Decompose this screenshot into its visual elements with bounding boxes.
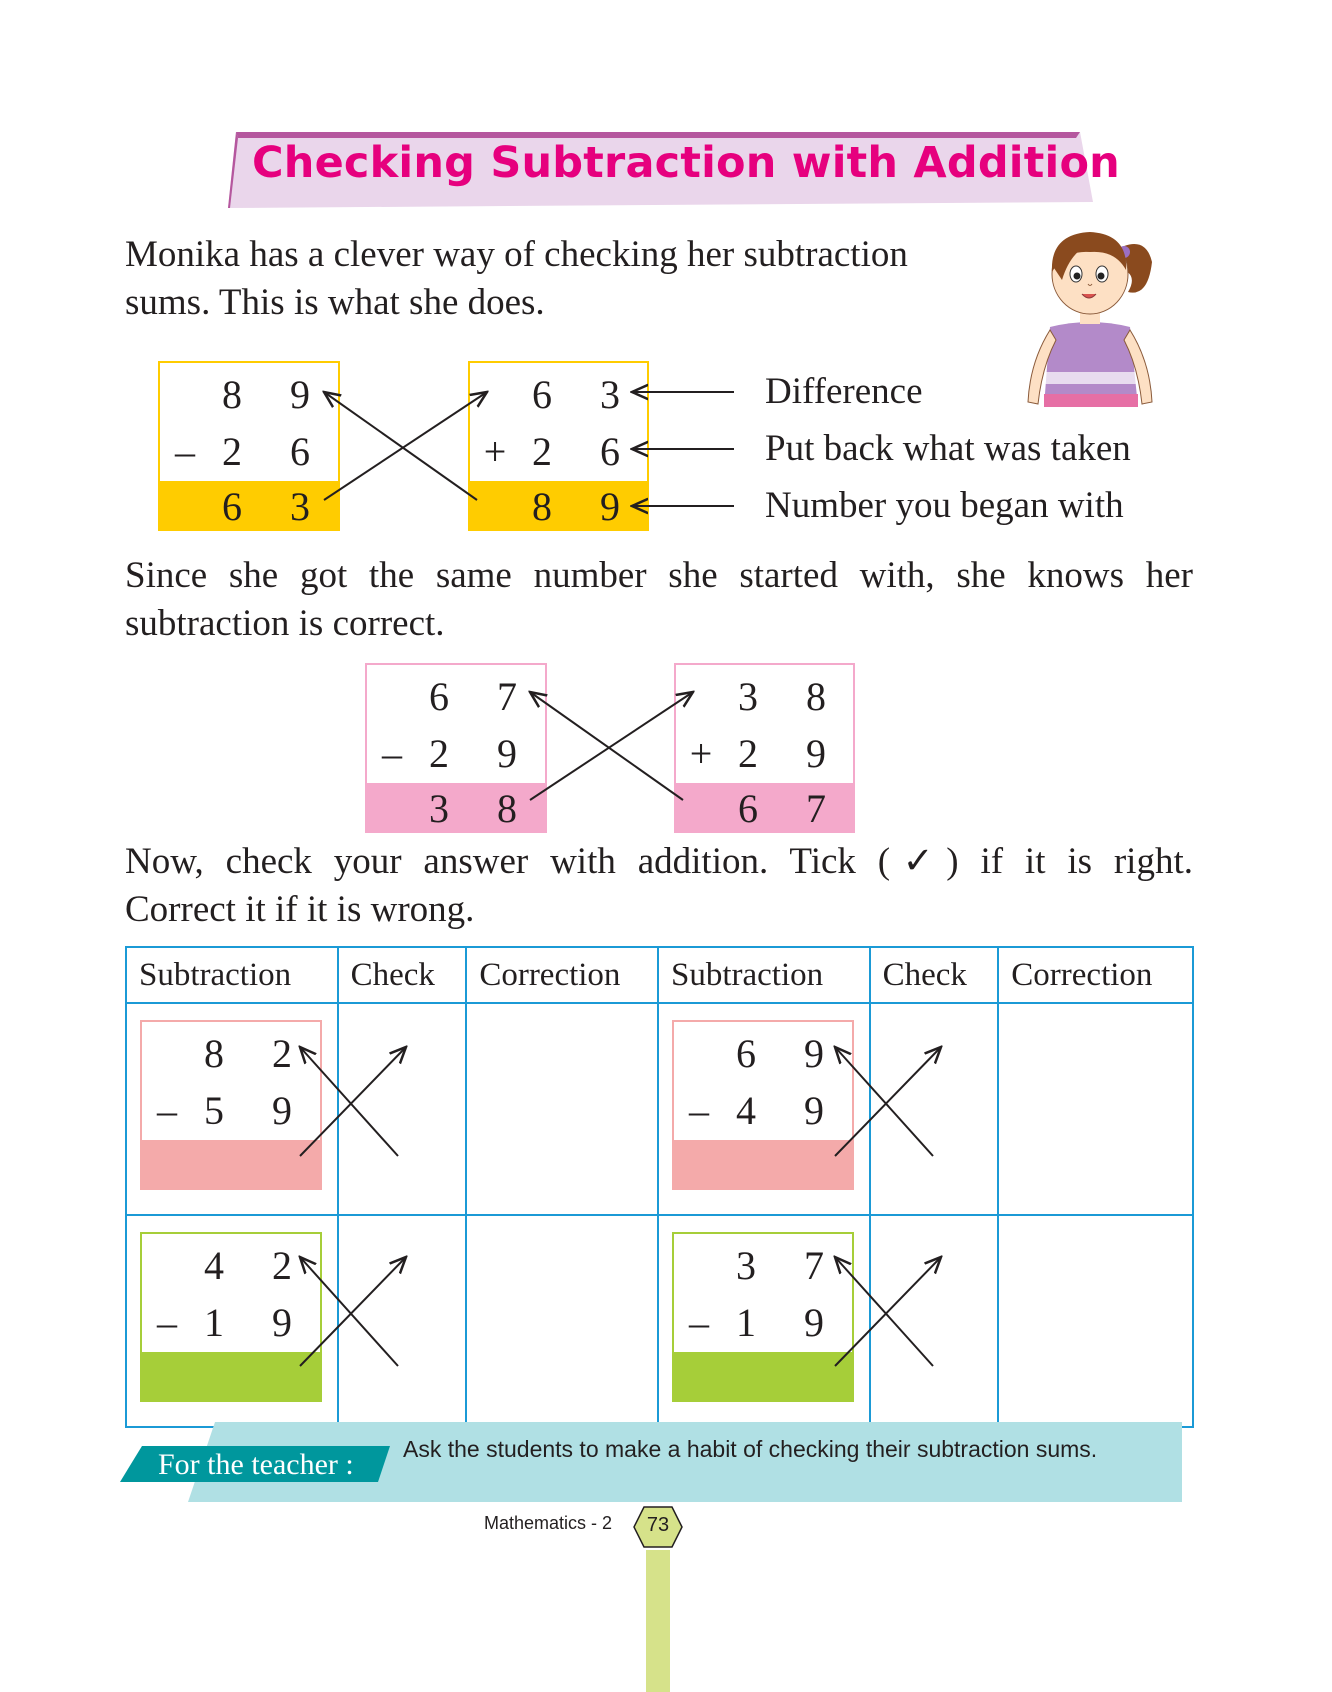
digit: 6 [532, 372, 552, 417]
minus-sign: – [157, 1088, 177, 1133]
digit: 2 [222, 429, 242, 474]
digit: 3 [738, 674, 758, 719]
digit: 3 [600, 372, 620, 417]
digit: 2 [272, 1031, 292, 1076]
digit: 7 [497, 674, 517, 719]
digit: 9 [806, 731, 826, 776]
digit: 6 [735, 1031, 756, 1076]
plus-sign: + [689, 731, 713, 776]
header-correction: Correction [998, 947, 1193, 1003]
digit: 8 [806, 674, 826, 719]
digit: 6 [738, 786, 758, 831]
label-put-back: Put back what was taken [765, 428, 1131, 469]
digit: 6 [290, 429, 310, 474]
digit: 4 [735, 1088, 756, 1133]
digit: 7 [803, 1243, 824, 1288]
digit: 4 [204, 1243, 224, 1288]
digit: 7 [806, 786, 826, 831]
digit: 1 [204, 1300, 224, 1345]
book-title: Mathematics - 2 [484, 1513, 613, 1533]
label-number-began: Number you began with [765, 485, 1124, 526]
digit: 9 [803, 1088, 824, 1133]
digit: 8 [222, 372, 242, 417]
digit: 2 [738, 731, 758, 776]
digit: 2 [429, 731, 449, 776]
teacher-note-text: Ask the students to make a habit of checking their subtraction sums. [403, 1436, 1098, 1462]
intro-line-2: sums. This is what she does. [125, 282, 545, 323]
cross-arrows-2 [835, 1047, 941, 1156]
minus-sign: – [175, 429, 195, 474]
teacher-note-label: For the teacher : [158, 1448, 354, 1481]
minus-sign: – [688, 1088, 709, 1133]
digit: 2 [272, 1243, 292, 1288]
minus-sign: – [382, 731, 402, 776]
intro-line-1: Monika has a clever way of checking her subtraction [125, 234, 908, 275]
table-cross-arrows [0, 940, 1332, 1390]
digit: 3 [429, 786, 449, 831]
digit: 9 [600, 484, 620, 529]
header-check: Check [870, 947, 999, 1003]
digit: 6 [222, 484, 242, 529]
label-difference: Difference [765, 371, 923, 412]
cross-arrows-4 [835, 1257, 941, 1366]
instruction-line-2: Correct it if it is wrong. [125, 889, 475, 930]
digit: 8 [497, 786, 517, 831]
since-line-2: subtraction is correct. [125, 603, 445, 644]
digit: 5 [204, 1088, 224, 1133]
digit: 6 [429, 674, 449, 719]
page-number: 73 [646, 1514, 670, 1536]
digit: 1 [735, 1300, 756, 1345]
digit: 2 [532, 429, 552, 474]
plus-sign: + [483, 429, 507, 474]
digit: 8 [204, 1031, 224, 1076]
digit: 9 [290, 372, 310, 417]
minus-sign: – [688, 1300, 709, 1345]
since-line-1: Since she got the same number she started with, she knows her [125, 555, 1193, 596]
example2-arrows [0, 600, 1332, 860]
digit: 9 [497, 731, 517, 776]
instruction-line-1: Now, check your answer with addition. Tick (✓) if it is right. [125, 841, 1193, 882]
cross-arrows-3 [300, 1257, 406, 1366]
digit: 3 [735, 1243, 756, 1288]
digit: 8 [532, 484, 552, 529]
minus-sign: – [157, 1300, 177, 1345]
digit: 9 [803, 1031, 824, 1076]
cross-arrows-1 [300, 1047, 406, 1156]
digit: 3 [290, 484, 310, 529]
page-strip [646, 1550, 670, 1692]
header-subtraction: Subtraction [126, 947, 338, 1003]
digit: 9 [272, 1088, 292, 1133]
header-check: Check [338, 947, 467, 1003]
header-correction: Correction [466, 947, 658, 1003]
header-subtraction: Subtraction [658, 947, 870, 1003]
digit: 6 [600, 429, 620, 474]
page-title: Checking Subtraction with Addition [252, 138, 1120, 188]
digit: 9 [803, 1300, 824, 1345]
digit: 9 [272, 1300, 292, 1345]
